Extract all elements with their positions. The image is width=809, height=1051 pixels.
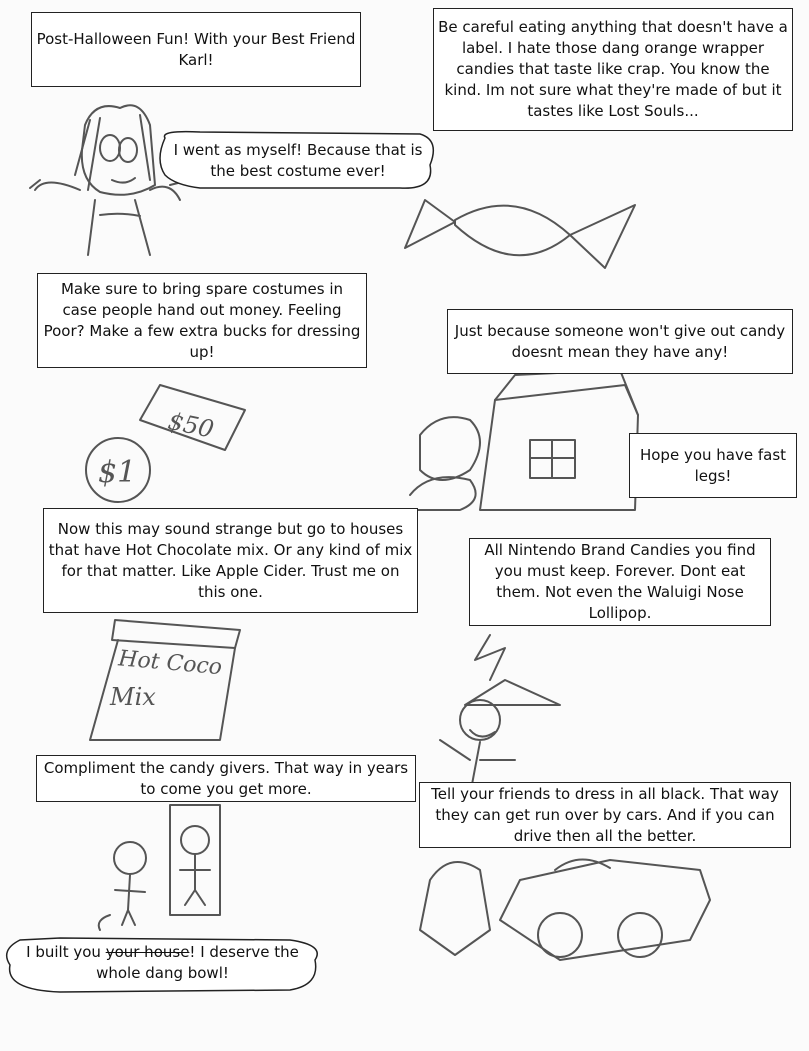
title-text: Post-Halloween Fun! With your Best Friend Karl! (36, 29, 356, 69)
coin-label: $1 (98, 455, 137, 490)
mix-bag-line-1: Hot Coco (117, 646, 224, 681)
house-speech (10, 942, 315, 984)
hot-chocolate-caption (43, 508, 418, 613)
nintendo-caption (469, 538, 771, 626)
title-caption (31, 12, 361, 87)
nintendo-text: All Nintendo Brand Candies you find you must keep. Forever. Dont eat them. Not even the Waluigi Nose Lollipop. (484, 541, 756, 622)
kid-with-hat-drawing (440, 635, 560, 795)
compliment-caption (36, 755, 416, 802)
mix-bag-line-2: Mix (110, 683, 156, 711)
label-warning-text: Be careful eating anything that doesn't have a label. I hate those dang orange wrapper candies that taste like crap. You know the kind. Im not sure what they're made of but it tastes like Lost Souls... (438, 18, 788, 120)
dress-black-text: Tell your friends to dress in all black. That way they can get run over by cars. And if you can drive then all the better. (431, 784, 779, 845)
no-candy-text: Just because someone won't give out candy doesnt mean they have any! (454, 321, 786, 361)
house-speech-before: I built you (26, 943, 106, 961)
hot-chocolate-text: Now this may sound strange but go to houses that have Hot Chocolate mix. Or any kind of mix for that matter. Like Apple Cider. Trust me on this one. (48, 519, 413, 601)
label-warning-caption (433, 8, 793, 131)
mix-bag-drawing (90, 620, 240, 740)
costume-speech (168, 140, 428, 182)
wrapped-candy-drawing (405, 200, 635, 268)
fast-legs-text: Hope you have fast legs! (639, 445, 787, 485)
dress-black-caption (419, 782, 791, 848)
no-candy-caption (447, 309, 793, 374)
house-builders-drawing (114, 805, 220, 925)
spare-costumes-caption (37, 273, 367, 368)
house-speech-struck: your house (105, 943, 190, 961)
spare-costumes-text: Make sure to bring spare costumes in case people hand out money. Feeling Poor? Make a few extra bucks for dressing up! (43, 279, 361, 361)
house-speech-after: ! I deserve the whole dang bowl! (96, 943, 299, 982)
compliment-text: Compliment the candy givers. That way in years to come you get more. (43, 758, 409, 798)
costume-speech-text: I went as myself! Because that is the best costume ever! (173, 141, 423, 180)
car-drawing (420, 859, 710, 960)
fast-legs-caption (629, 433, 797, 498)
karl-waving-drawing (30, 105, 182, 255)
house-drawing (400, 370, 638, 510)
bill-label: $50 (165, 406, 217, 444)
